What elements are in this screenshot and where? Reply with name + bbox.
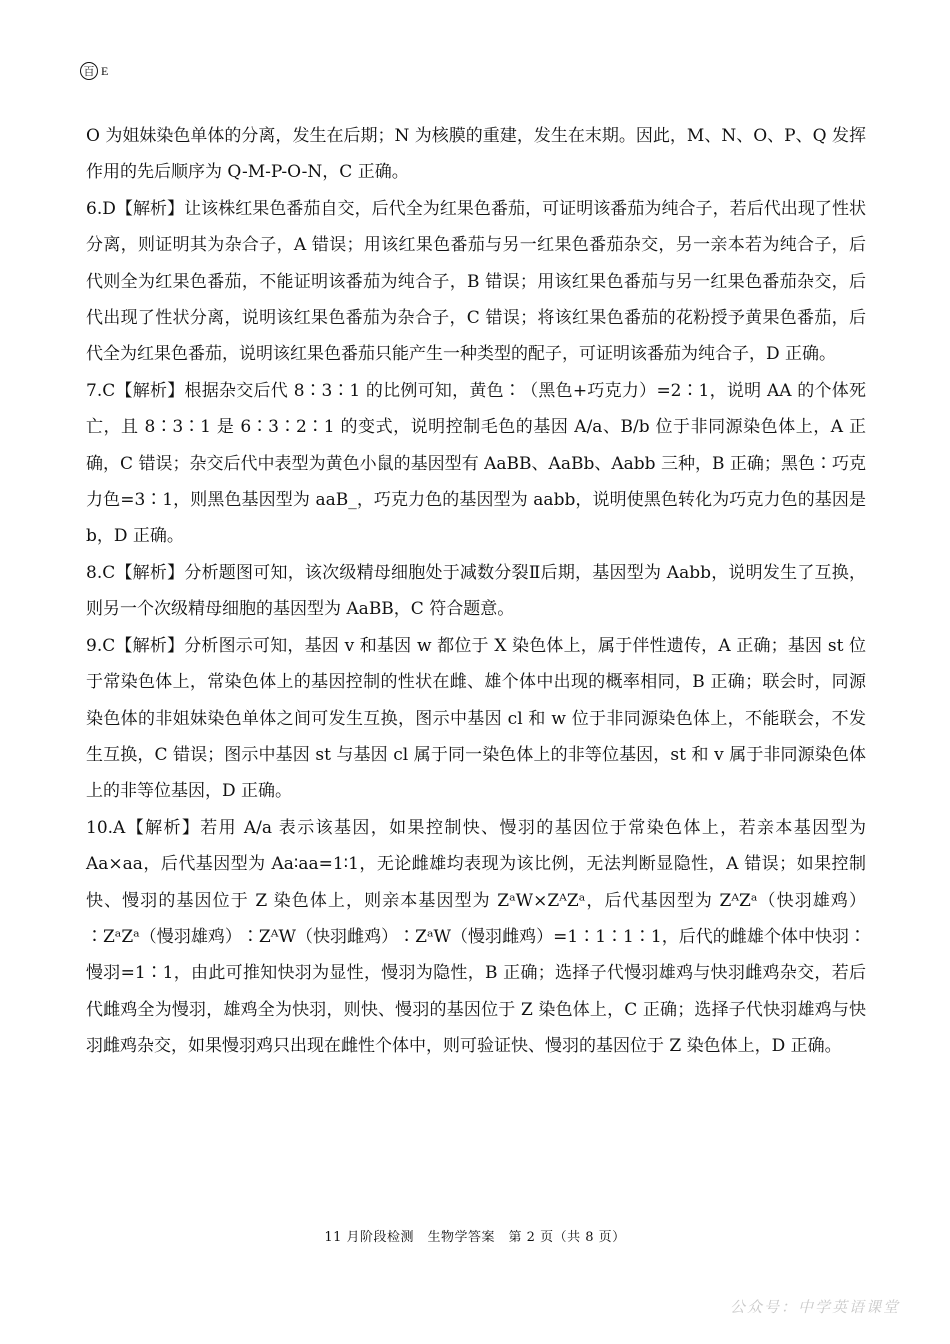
answer-paragraph-8: 8.C【解析】分析题图可知，该次级精母细胞处于减数分裂Ⅱ后期，基因型为 Aabb，说明发生了互换，则另一个次级精母细胞的基因型为 AaBB，C 符合题意。 (86, 562, 866, 620)
answer-paragraph-10: 10.A【解析】若用 A/a 表示该基因，如果控制快、慢羽的基因位于常染色体上，若亲本基因型为 Aa×aa，后代基因型为 Aa∶aa=1∶1，无论雌雄均表现为该比例，无法判断显隐性，A 错误；如果控制快、慢羽的基因位于 Z 染色体上，则亲本基因型为 ZᵃW×ZᴬZᵃ，后代基因型为 ZᴬZᵃ（快羽雄鸡）∶ZᵃZᵃ（慢羽雄鸡）∶ZᴬW（快羽雌鸡）∶ZᵃW（慢羽雌鸡）=1∶1∶1∶1，后代的雌雄个体中快羽∶慢羽=1∶1，由此可推知快羽为显性，慢羽为隐性，B 正确；选择子代慢羽雄鸡与快羽雌鸡杂交，若后代雌鸡全为慢羽，雄鸡全为快羽，则快、慢羽的基因位于 Z 染色体上，C 正确；选择子代快羽雄鸡与快羽雌鸡杂交，如果慢羽鸡只出现在雌性个体中，则可验证快、慢羽的基因位于 Z 染色体上，D 正确。 (86, 817, 866, 1057)
answer-paragraph-7: 7.C【解析】根据杂交后代 8∶3∶1 的比例可知，黄色∶（黑色+巧克力）=2∶1，说明 AA 的个体死亡，且 8∶3∶1 是 6∶3∶2∶1 的变式，说明控制毛色的基因 A/a、B/b 位于非同源染色体上，A 正确，C 错误；杂交后代中表型为黄色小鼠的基因型有 AaBB、AaBb、Aabb 三种，B 正确；黑色∶巧克力色=3∶1，则黑色基因型为 aaB_，巧克力色的基因型为 aabb，说明使黑色转化为巧克力色的基因是 b，D 正确。 (86, 380, 866, 547)
answer-paragraph-5-continued: O 为姐妹染色单体的分离，发生在后期；N 为核膜的重建，发生在末期。因此，M、N、O、P、Q 发挥作用的先后顺序为 Q-M-P-O-N，C 正确。 (86, 126, 866, 183)
logo-circle-icon: 百 (80, 62, 98, 80)
answer-paragraph-6: 6.D【解析】让该株红果色番茄自交，后代全为红果色番茄，可证明该番茄为纯合子，若后代出现了性状分离，则证明其为杂合子，A 错误；用该红果色番茄与另一红果色番茄杂交，另一亲本若为纯合子，后代则全为红果色番茄，不能证明该番茄为纯合子，B 错误；用该红果色番茄与另一红果色番茄杂交，后代出现了性状分离，说明该红果色番茄为杂合子，C 错误；将该红果色番茄的花粉授予黄果色番茄，后代全为红果色番茄，说明该红果色番茄只能产生一种类型的配子，可证明该番茄为纯合子，D 正确。 (86, 198, 866, 365)
logo-letter: E (101, 63, 109, 78)
answer-paragraph-9: 9.C【解析】分析图示可知，基因 v 和基因 w 都位于 X 染色体上，属于伴性遗传，A 正确；基因 st 位于常染色体上，常染色体上的基因控制的性状在雌、雄个体中出现的概率相同，B 正确；联会时，同源染色体的非姐妹染色单体之间可发生互换，图示中基因 cl 和 w 位于非同源染色体上，不能联会，不发生互换，C 错误；图示中基因 st 与基因 cl 属于同一染色体上的非等位基因，st 和 v 属于非同源染色体上的非等位基因，D 正确。 (86, 635, 866, 802)
answer-content (86, 118, 866, 1065)
publisher-logo (80, 60, 108, 82)
page-footer: 11 月阶段检测 生物学答案 第 2 页（共 8 页） (324, 1230, 626, 1245)
watermark: 公众号：中学英语课堂 (729, 1298, 900, 1316)
